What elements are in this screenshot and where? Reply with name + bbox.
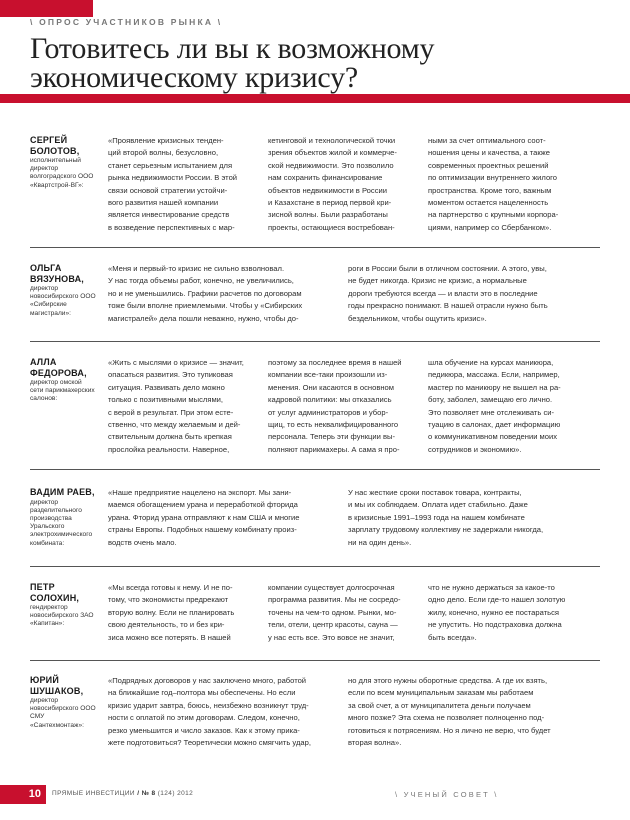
respondent [30, 263, 96, 318]
respondent [30, 582, 96, 629]
quote-column: «Мы всегда готовы к нему. И не по- тому, что экономисты предрекают вторую волну. Если не планировать свою деятельность, то и без кри- зиса можно все потерять. В нашей [108, 583, 235, 642]
respondent-name: АЛЛА ФЕДОРОВА, [30, 357, 87, 378]
respondent-name: СЕРГЕЙ БОЛОТОВ, [30, 135, 80, 156]
respondent-title: директор новосибирского ООО СМУ «Сантехмонтаж»: [30, 697, 96, 729]
quote-column: «Меня и первый-то кризис не сильно взволновал. У нас тогда объемы работ, конечно, не увеличились, но и не уменьшились. Графики расчетов по договорам тоже были вполне приемлемыми. Чтобы у «Сибирских магистралей» дела пошли неважно, нужно, чтобы до- [108, 264, 303, 323]
quote-column: но для этого нужны оборотные средства. А где их взять, если по всем муниципальным заказам мы работаем за свой счет, а от муниципалитета деньги получаем много позже? Эта схема не позволяет полноценно под- готовиться к потрясениям. Но я лично не верю, что будет вторая волна». [348, 676, 551, 748]
page-title-line: Готовитесь ли вы к возможному [30, 32, 435, 65]
respondent-title: директор омской сети парикмахерских салонов: [30, 379, 95, 403]
quote-column: «Проявление кризисных тенден- ций второй волны, безусловно, станет серьезным испытанием для рынка недвижимости России. В этой связи основой стратегии устойчи- вого развития нашей компании является инвестирование средств в возведение перспективных с мар- [108, 136, 238, 232]
respondent-title: гендиректор новосибирского ЗАО «Капитан»: [30, 604, 94, 628]
section-tag: \ ОПРОС УЧАСТНИКОВ РЫНКА \ [30, 17, 223, 27]
entry-divider [30, 247, 600, 248]
respondent-name: ЮРИЙ ШУШАКОВ, [30, 675, 84, 696]
entry-divider [30, 566, 600, 567]
respondent [30, 487, 96, 548]
respondent-title: директор новосибирского ООО «Сибирские магистрали»: [30, 285, 96, 317]
publication-info [52, 790, 193, 797]
quote-column: «Жить с мыслями о кризисе — значит, опасаться развития. Это тупиковая ситуация. Развивать дело можно только с позитивными мыслями, с верой в результат. При этом есте- ственно, что между желаемым и дей- ствительным должна быть крепкая прослойка реальности. Наверное, [108, 358, 244, 454]
top-red-marker [0, 0, 93, 17]
quote-column: шла обучение на курсах маникюра, педикюра, массажа. Если, например, мастер по маникюру не вышел на ра- боту, заболел, замещаю его лично. Это позволяет мне отслеживать си- туацию в салонах, дает информацию о коммуникативном поведении моих сотрудников и экономию». [428, 358, 561, 454]
quote-column: «Наше предприятие нацелено на экспорт. Мы зани- маемся обогащением урана и переработкой фторида урана. Фторид урана отправляют к нам США и многие страны Европы. Подобных нашему комбинату произ- водств очень мало. [108, 488, 300, 547]
quote-column: поэтому за последнее время в нашей компании все-таки произошли из- менения. Они касаются в основном кадровой политики: мы отказались от услуг администраторов и убор- щиц, то есть неквалифицированного персонала. Теперь эти функции вы- полняют парикмахеры. А сама я про- [268, 358, 402, 454]
publication-name: ПРЯМЫЕ ИНВЕСТИЦИИ [52, 790, 135, 797]
quote-column: У нас жесткие сроки поставок товара, контракты, и мы их соблюдаем. Оплата идет стабильно. Даже в кризисные 1991–1993 года на нашем комбинате зарплату трудовому коллективу не задержали никогда, ни на один день». [348, 488, 544, 547]
respondent-name: ПЕТР СОЛОХИН, [30, 582, 80, 603]
quote-column: ными за счет оптимального соот- ношения цены и качества, а также современных проектных решений по оптимизации внутреннего жилого пространства. Кроме того, важным моментом остается нацеленность на партнерство с крупными корпора- циями, например со Сбербанком». [428, 136, 559, 232]
quote-column: кетинговой и технологической точки зрения объектов жилой и коммерче- ской недвижимости. Это позволило нам сохранить финансирование объектов недвижимости в России и Казахстане в период первой кри- зисной волны. Были разработаны проекты, остающиеся востребован- [268, 136, 397, 232]
entry-divider [30, 341, 600, 342]
issue-number: / № 8 [137, 790, 156, 797]
respondent [30, 135, 96, 190]
issue-detail: (124) 2012 [157, 790, 194, 797]
page-title-line: экономическому кризису? [30, 61, 359, 94]
entry-divider [30, 660, 600, 661]
quote-column: компании существует долгосрочная программа развития. Мы не сосредо- точены на чем-то одном. Рынки, мо- тели, отели, центр красоты, сауна — у нас есть все. Это вовсе не значит, [268, 583, 401, 642]
page-number: 10 [0, 785, 46, 804]
quote-column: «Подрядных договоров у нас заключено много, работой на ближайшие год–полтора мы обеспечены. Но если кризис ударит завтра, боюсь, неизбежно возникнут труд- ности с оплатой по этим договорам. Следом, конечно, резко уменьшится и число заказов. Как к этому прика- жете подготовиться? Теоретически можно смягчить удар, [108, 676, 311, 748]
page-title [30, 34, 610, 92]
respondent [30, 675, 96, 730]
entry-divider [30, 469, 600, 470]
quote-column: роги в России были в отличном состоянии. А этого, увы, не будет никогда. Кризис не кризис, а нормальные дороги требуются всегда — и власти это в последние годы прекрасно понимают. В нашей отрасли нужно быть бездельником, чтобы ощутить кризис». [348, 264, 548, 323]
header-red-band [0, 94, 630, 103]
respondent-name: ВАДИМ РАЕВ, [30, 487, 95, 497]
respondent-title: директор разделительного производства Уральского электрохимического комбината: [30, 498, 93, 547]
respondent-name: ОЛЬГА ВЯЗУНОВА, [30, 263, 84, 284]
respondent [30, 357, 96, 404]
respondent-title: исполнительный директор волгоградского ООО «Квартстрой-ВГ»: [30, 157, 94, 189]
footer-section-tag: \ УЧЕНЫЙ СОВЕТ \ [395, 790, 499, 799]
quote-column: что не нужно держаться за какое-то одно дело. Если где-то нашел золотую жилу, конечно, нужно ее постараться не упустить. Но подстраховка должна быть всегда». [428, 583, 566, 642]
